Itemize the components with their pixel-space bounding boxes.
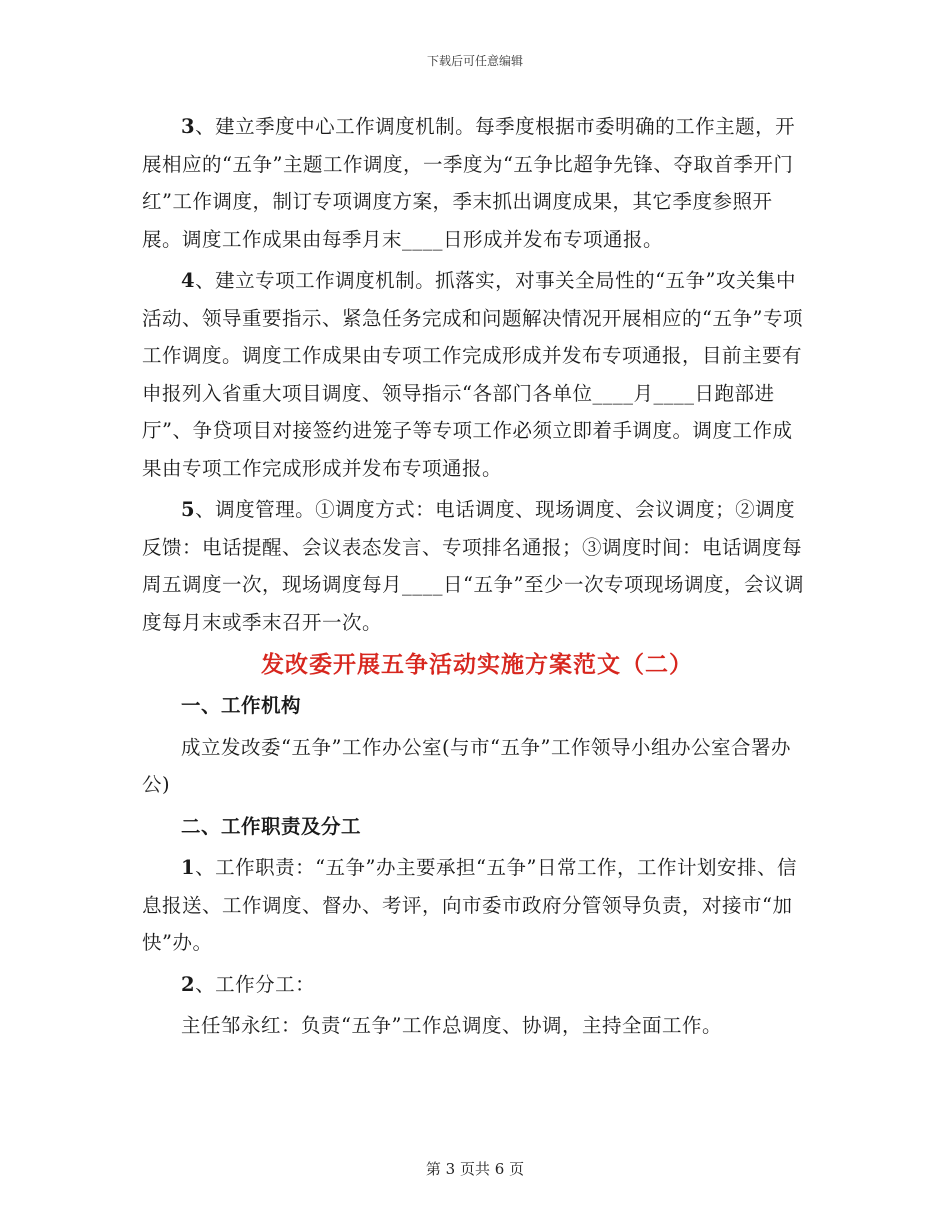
- paragraph-text: 、工作分工：: [195, 972, 316, 996]
- paragraph-number: 4: [181, 269, 196, 292]
- page-header: 下载后可任意编辑: [426, 54, 523, 68]
- paragraph-4: [142, 262, 812, 487]
- paragraph-text: 、建立专项工作调度机制。抓落实，对事关全局性的“五争”攻关集中活动、领导重要指示、紧急任务完成和问题解决情况开展相应的“五争”专项工作调度。调度工作成果由专项工作完成形成并发布专项通报，目前主要有申报列入省重大项目调度、领导指示“各部门各单位____月____日跑部进厅”、争贷项目对接签约进笼子等专项工作必须立即着手调度。调度工作成果由专项工作完成形成并发布专项通报。: [142, 269, 803, 480]
- section-1-text: 成立发改委“五争”工作办公室(与市“五争”工作领导小组办公室合署办公): [142, 735, 791, 796]
- duty-paragraph: [142, 849, 812, 962]
- section-heading-1: 一、工作机构: [181, 694, 302, 717]
- paragraph-number: 1: [181, 856, 196, 879]
- document-body: [142, 108, 812, 1045]
- document-title: 发改委开展五争活动实施方案范文（二）: [261, 651, 693, 678]
- paragraph-3: [142, 108, 812, 258]
- paragraph-5: [142, 491, 812, 641]
- paragraph-number: 3: [181, 115, 196, 138]
- director-paragraph: 主任邹永红：负责“五争”工作总调度、协调，主持全面工作。: [181, 1014, 722, 1037]
- paragraph-text: 、建立季度中心工作调度机制。每季度根据市委明确的工作主题，开展相应的“五争”主题工作调度，一季度为“五争比超争先锋、夺取首季开门红”工作调度，制订专项调度方案，季末抓出调度成果，其它季度参照开展。调度工作成果由每季月末____日形成并发布专项通报。: [142, 115, 796, 251]
- paragraph-number: 5: [181, 498, 196, 521]
- page-footer: 第 3 页共 6 页: [425, 1160, 525, 1178]
- paragraph-text: 、工作职责：“五争”办主要承担“五争”日常工作，工作计划安排、信息报送、工作调度、督办、考评，向市委市政府分管领导负责，对接市“加快”办。: [142, 856, 797, 954]
- section-heading-2: 二、工作职责及分工: [181, 814, 362, 838]
- paragraph-number: 2: [181, 972, 196, 996]
- paragraph-text: 、调度管理。①调度方式：电话调度、现场调度、会议调度；②调度反馈：电话提醒、会议表态发言、专项排名通报；③调度时间：电话调度每周五调度一次，现场调度每月____日“五争”至少一次专项现场调度，会议调度每月末或季末召开一次。: [142, 498, 804, 634]
- division-paragraph: [142, 966, 812, 1004]
